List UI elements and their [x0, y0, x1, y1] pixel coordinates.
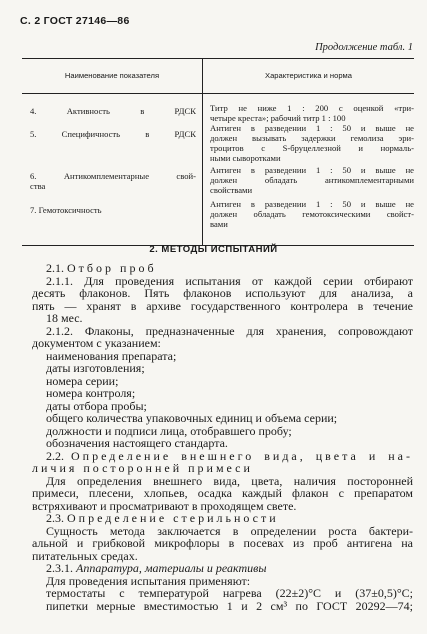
row-norm-line: вами	[210, 219, 228, 229]
subsection-heading: 2.3.1. Аппаратура, материалы и реактивы	[46, 561, 267, 575]
row-norm-line: ными сыворотками	[210, 153, 281, 163]
subsection-heading: 2.3. Определение стерильности	[46, 511, 279, 525]
paragraph-line: десять флаконов. Пять флаконов используют для анализа, а	[32, 286, 413, 300]
paragraph-line: Для проведения испытания применяют:	[46, 573, 251, 588]
list-item: номера серии;	[46, 373, 119, 388]
list-item: даты изготовления;	[46, 361, 145, 375]
row-name: 7. Гемотоксичность	[30, 205, 102, 215]
paragraph-line: Сущность метода заключается в определении роста бактери-	[46, 523, 413, 538]
paragraph-line: пять — хранят в архиве государственного контролера в течение	[32, 298, 413, 313]
row-norm-line: свойствами	[210, 185, 253, 195]
row-norm-line: должен обладать гемотоксическими свойст-	[210, 209, 414, 219]
subsection-heading: 2.1. Отбор проб	[46, 261, 157, 275]
paragraph-line: встряхивают и просматривают в проходящем свете.	[32, 498, 297, 513]
table-row	[22, 163, 414, 195]
table-continuation-label: Продолжение табл. 1	[315, 42, 413, 53]
row-norm-line: должен обладать антикомплементарными	[210, 175, 414, 185]
row-norm-line: четыре креста»; рабочий титр 1 : 100	[210, 113, 346, 123]
row-norm-line: должен вызывать задержки гемолиза эри-	[210, 133, 414, 143]
paragraph-line: Для определения внешнего вида, цвета, наличия посторонней	[46, 473, 413, 488]
list-item: должности и подписи лица, отобравшего пробу;	[46, 423, 292, 438]
paragraph-line: 2.1.1. Для проведения испытания от каждой серии отбирают	[46, 273, 413, 288]
list-item: обозначения настоящего стандарта.	[46, 436, 228, 450]
body-text	[32, 262, 413, 612]
table-row	[22, 94, 414, 124]
paragraph-line: 2.1.2. Флаконы, предназначенные для хранения, сопровождают	[46, 323, 413, 338]
list-item: наименования препарата;	[46, 348, 177, 363]
paragraph-line: пипетки мерные вместимостью 1 и 2 см³ по ГОСТ 20292—74;	[46, 598, 413, 613]
row-norm-line: Титр не ниже 1 : 200 с оценкой «три-	[210, 103, 414, 113]
row-norm-line: троцитов с S-бруцеллезной и нормаль-	[210, 143, 414, 153]
paragraph-line: альной и грибковой микрофлоры в посевах из проб антигена на	[32, 536, 413, 550]
list-item: общего количества упаковочных единиц и объема серии;	[46, 411, 338, 425]
row-name: 4. Активность в РДСК	[30, 106, 196, 116]
indicators-table	[22, 58, 414, 246]
paragraph-line: примеси, плесени, хлопьев, осадка каждый флакон с препаратом	[32, 486, 413, 500]
paragraph-line: питательных средах.	[32, 548, 138, 563]
list-item: номера контроля;	[46, 386, 136, 400]
list-item: даты отбора пробы;	[46, 398, 147, 413]
page-header: С. 2 ГОСТ 27146—86	[20, 15, 130, 27]
section-title: 2. МЕТОДЫ ИСПЫТАНИЙ	[149, 244, 278, 255]
row-name: 5. Специфичность в РДСК	[30, 129, 196, 139]
row-name: 6. Антикомплементарные свой-	[30, 171, 196, 181]
column-header-name: Наименование показателя	[22, 59, 203, 94]
column-header-norm: Характеристика и норма	[203, 59, 415, 94]
row-norm-line: Антиген в разведении 1 : 50 и выше не	[210, 165, 414, 175]
paragraph-line: термостаты с температурой нагрева (22±2)°С и (37±0,5)°С;	[46, 586, 413, 600]
subsection-heading: 2.2. Определение внешнего вида, цвета и на-	[46, 448, 413, 463]
row-norm-line: Антиген в разведении 1 : 50 и выше не	[210, 199, 414, 209]
table-row	[22, 195, 414, 246]
subsection-heading-cont: личия посторонней примеси	[32, 461, 253, 475]
paragraph-line: 18 мес.	[46, 311, 83, 325]
paragraph-line: документом с указанием:	[32, 336, 161, 350]
table-row	[22, 123, 414, 163]
row-norm-line: Антиген в разведении 1 : 50 и выше не	[210, 123, 414, 133]
row-name-cont: ства	[30, 181, 46, 191]
table-header-row	[22, 59, 414, 94]
